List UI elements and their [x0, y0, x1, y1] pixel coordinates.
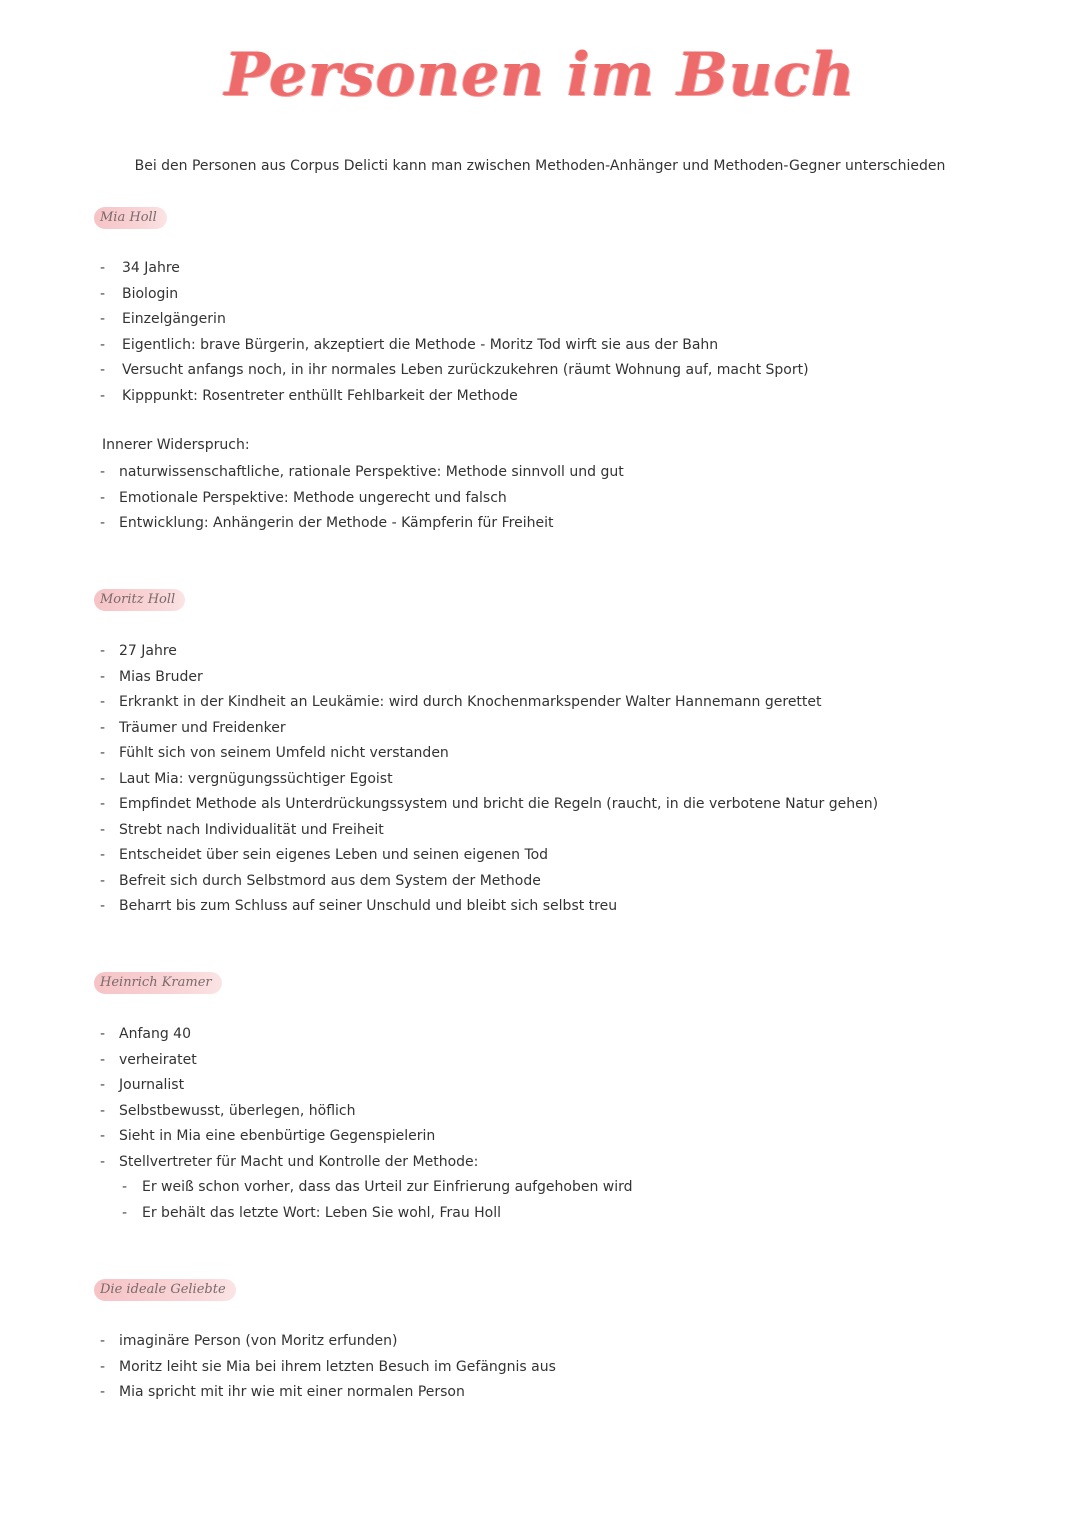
- list-item: - Eigentlich: brave Bürgerin, akzeptiert die Methode - Moritz Tod wirft sie aus der Bahn: [100, 336, 719, 353]
- subheading: Innerer Widerspruch:: [102, 437, 250, 453]
- list-item: - 34 Jahre: [100, 260, 180, 276]
- list-item: - Entwicklung: Anhängerin der Methode - Kämpferin für Freiheit: [100, 515, 554, 531]
- list-item: - Laut Mia: vergnügungssüchtiger Egoist: [100, 770, 393, 787]
- nested-list-item: - Er behält das letzte Wort: Leben Sie wohl, Frau Holl: [122, 1204, 502, 1221]
- list-item: - Versucht anfangs noch, in ihr normales Leben zurückzukehren (räumt Wohnung auf, macht Sport): [100, 362, 809, 378]
- page-title: Personen im Buch: [224, 40, 856, 110]
- list-item: - Fühlt sich von seinem Umfeld nicht verstanden: [100, 745, 449, 761]
- list-item: - Journalist: [100, 1077, 185, 1093]
- list-item: - Mias Bruder: [100, 668, 203, 685]
- list-item: - imaginäre Person (von Moritz erfunden): [100, 1333, 398, 1349]
- intro-text: Bei den Personen aus Corpus Delicti kann man zwischen Methoden-Anhänger und Methoden-Gegner unterschieden: [134, 158, 946, 174]
- list-item: - Strebt nach Individualität und Freiheit: [100, 821, 384, 838]
- list-item: - naturwissenschaftliche, rationale Perspektive: Methode sinnvoll und gut: [100, 464, 624, 480]
- list-item: - Stellvertreter für Macht und Kontrolle der Methode:: [100, 1153, 479, 1170]
- section-heading: Heinrich Kramer: [94, 972, 222, 994]
- list-item: - Emotionale Perspektive: Methode ungerecht und falsch: [100, 489, 507, 506]
- list-item: - Sieht in Mia eine ebenbürtige Gegenspielerin: [100, 1128, 436, 1144]
- list-item: - Träumer und Freidenker: [100, 719, 286, 736]
- section-heading: Mia Holl: [94, 207, 167, 229]
- bullet-list: [0, 256, 1080, 409]
- nested-list-item: - Er weiß schon vorher, dass das Urteil zur Einfrierung aufgehoben wird: [122, 1179, 633, 1195]
- list-item: - Moritz leiht sie Mia bei ihrem letzten Besuch im Gefängnis aus: [100, 1358, 556, 1375]
- list-item: - Einzelgängerin: [100, 311, 226, 327]
- bullet-list: [0, 1022, 1080, 1226]
- sub-bullet-list: [0, 460, 1080, 537]
- list-item: - Mia spricht mit ihr wie mit einer normalen Person: [100, 1384, 465, 1400]
- list-item: - Biologin: [100, 285, 179, 302]
- list-item: - verheiratet: [100, 1051, 197, 1068]
- bullet-list: [0, 639, 1080, 920]
- list-item: - Kipppunkt: Rosentreter enthüllt Fehlbarkeit der Methode: [100, 387, 518, 404]
- bullet-list: [0, 1329, 1080, 1406]
- section-heading: Die ideale Geliebte: [94, 1279, 236, 1301]
- list-item: - Beharrt bis zum Schluss auf seiner Unschuld und bleibt sich selbst treu: [100, 898, 618, 914]
- list-item: - Entscheidet über sein eigenes Leben und seinen eigenen Tod: [100, 847, 549, 863]
- list-item: - Erkrankt in der Kindheit an Leukämie: wird durch Knochenmarkspender Walter Hannemann gerettet: [100, 694, 822, 710]
- list-item: - Empfindet Methode als Unterdrückungssystem und bricht die Regeln (raucht, in die verbotene Natur gehen): [100, 796, 879, 812]
- list-item: - Befreit sich durch Selbstmord aus dem System der Methode: [100, 872, 541, 889]
- list-item: - 27 Jahre: [100, 643, 177, 659]
- list-item: - Selbstbewusst, überlegen, höflich: [100, 1102, 356, 1119]
- list-item: - Anfang 40: [100, 1026, 191, 1042]
- section-heading: Moritz Holl: [94, 589, 185, 611]
